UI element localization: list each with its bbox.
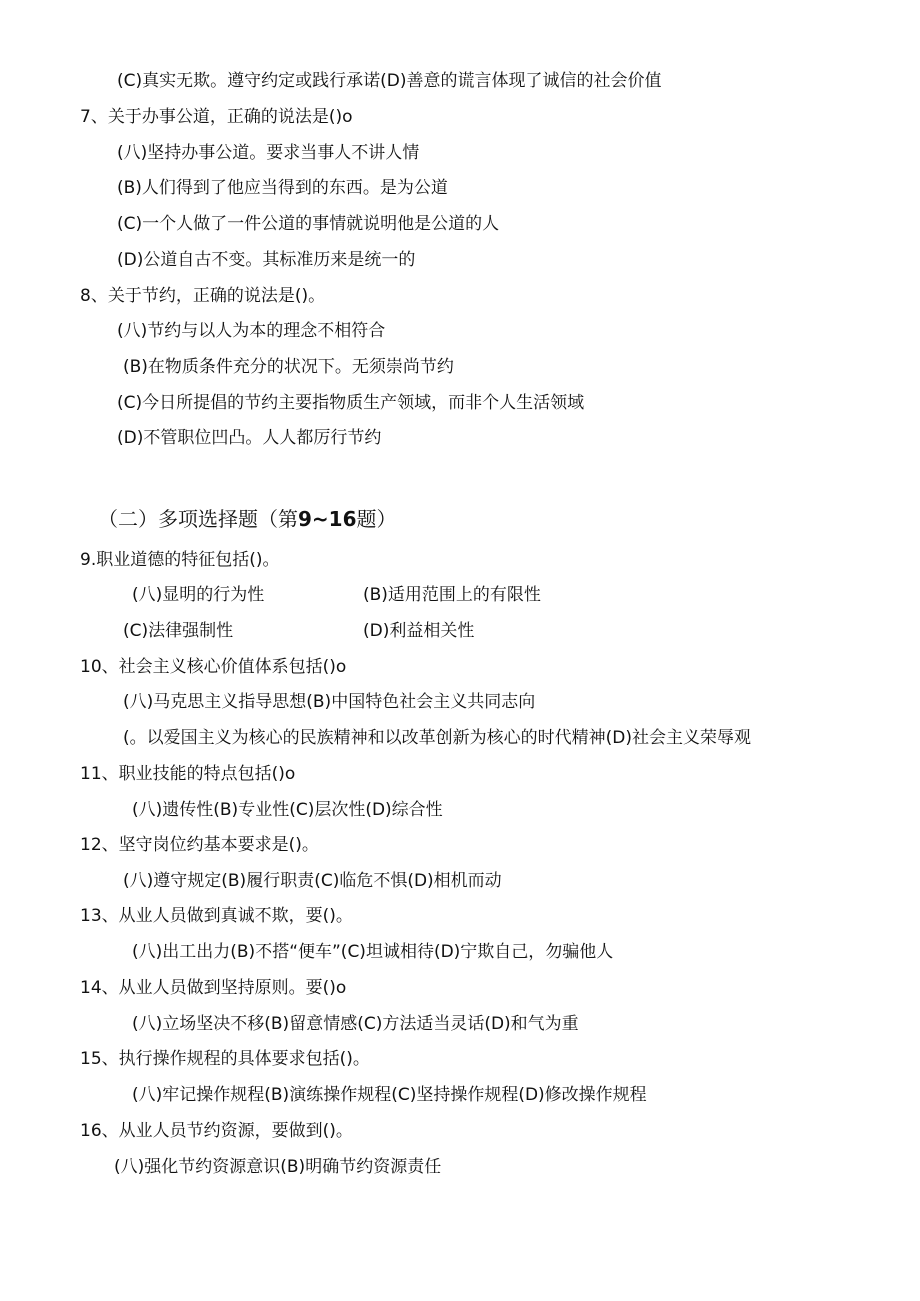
q6-options-cd: (C)真实无欺。遵守约定或践行承诺(D)善意的谎言体现了诚信的社会价值 bbox=[117, 71, 662, 91]
q7-stem: 7、关于办事公道，正确的说法是()o bbox=[80, 107, 353, 127]
q10-stem: 10、社会主义核心价值体系包括()o bbox=[80, 657, 347, 677]
section-heading-range: 9~16 bbox=[298, 507, 357, 531]
q8-option-c: (C)今日所提倡的节约主要指物质生产领域，而非个人生活领域 bbox=[117, 393, 585, 413]
q7-option-b: (B)人们得到了他应当得到的东西。是为公道 bbox=[117, 178, 448, 198]
section-heading-suffix: 题） bbox=[356, 507, 397, 531]
q14-stem: 14、从业人员做到坚持原则。要()o bbox=[80, 978, 347, 998]
q16-options: (八)强化节约资源意识(B)明确节约资源责任 bbox=[114, 1157, 442, 1177]
q8-stem: 8、关于节约，正确的说法是()。 bbox=[80, 286, 326, 306]
q16-stem: 16、从业人员节约资源，要做到()。 bbox=[80, 1121, 353, 1141]
q7-option-a: (八)坚持办事公道。要求当事人不讲人情 bbox=[117, 143, 420, 163]
q7-option-d: (D)公道自古不变。其标准历来是统一的 bbox=[117, 250, 416, 270]
q15-options: (八)牢记操作规程(B)演练操作规程(C)坚持操作规程(D)修改操作规程 bbox=[132, 1085, 647, 1105]
q10-options-cd: (。以爱国主义为核心的民族精神和以改革创新为核心的时代精神(D)社会主义荣辱观 bbox=[123, 728, 751, 748]
section-heading-prefix: （二）多项选择题（第 bbox=[98, 507, 298, 531]
q8-option-b: (B)在物质条件充分的状况下。无须崇尚节约 bbox=[123, 357, 454, 377]
q9-option-c: (C)法律强制性 bbox=[123, 621, 234, 641]
q8-option-a: (八)节约与以人为本的理念不相符合 bbox=[117, 321, 386, 341]
q15-stem: 15、执行操作规程的具体要求包括()。 bbox=[80, 1049, 370, 1069]
q14-options: (八)立场坚决不移(B)留意情感(C)方法适当灵话(D)和气为重 bbox=[132, 1014, 579, 1034]
section-heading-multiple-choice bbox=[98, 506, 397, 532]
q9-option-d: (D)利益相关性 bbox=[363, 621, 475, 641]
q9-stem: 9.职业道德的特征包括()。 bbox=[80, 550, 280, 570]
q11-options: (八)遗传性(B)专业性(C)层次性(D)综合性 bbox=[132, 800, 443, 820]
q12-options: (八)遵守规定(B)履行职责(C)临危不惧(D)相机而动 bbox=[123, 871, 502, 891]
q7-option-c: (C)一个人做了一件公道的事情就说明他是公道的人 bbox=[117, 214, 500, 234]
q13-stem: 13、从业人员做到真诚不欺，要()。 bbox=[80, 906, 353, 926]
q12-stem: 12、坚守岗位约基本要求是()。 bbox=[80, 835, 319, 855]
q9-option-b: (B)适用范围上的有限性 bbox=[363, 585, 541, 605]
q10-options-ab: (八)马克思主义指导思想(B)中国特色社会主义共同志向 bbox=[123, 692, 536, 712]
q13-options: (八)出工出力(B)不搭“便车”(C)坦诚相待(D)宁欺自己，勿骗他人 bbox=[132, 942, 614, 962]
q9-option-a: (八)显明的行为性 bbox=[132, 585, 265, 605]
q11-stem: 11、职业技能的特点包括()o bbox=[80, 764, 296, 784]
q8-option-d: (D)不管职位凹凸。人人都厉行节约 bbox=[117, 428, 382, 448]
